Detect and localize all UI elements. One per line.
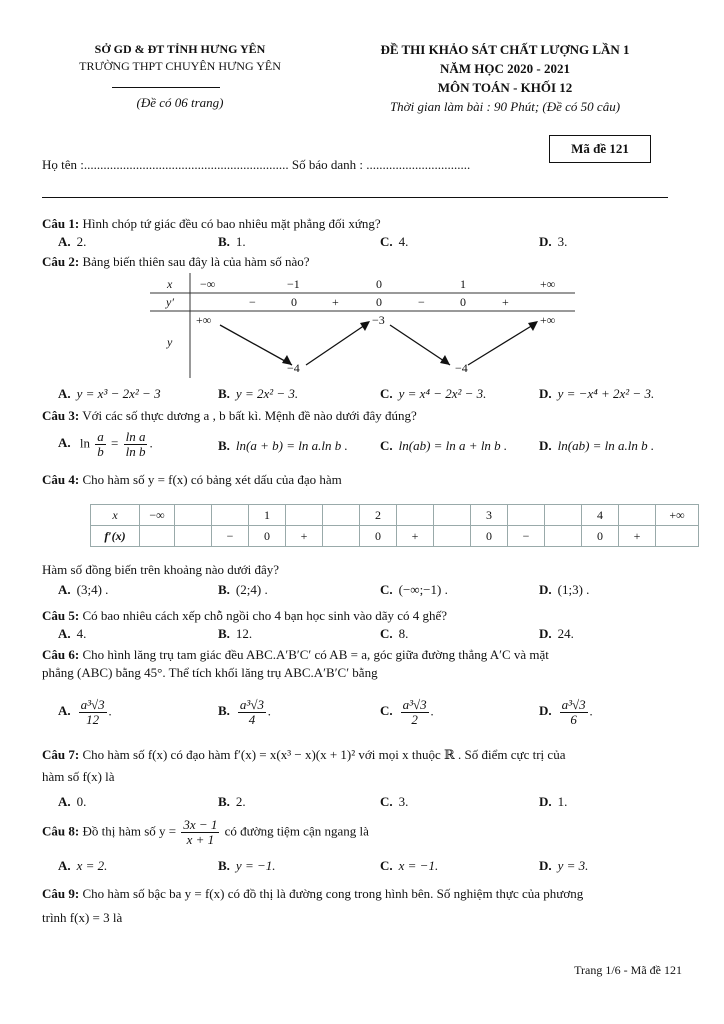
option-b[interactable]: B. 12. bbox=[218, 626, 253, 641]
page-footer: Trang 1/6 - Mã đề 121 bbox=[574, 963, 682, 977]
question-label: Câu 5: bbox=[42, 608, 80, 623]
question-2 bbox=[42, 253, 682, 271]
question-label: Câu 4: bbox=[42, 472, 80, 487]
option-c[interactable]: C. y = x⁴ − 2x² − 3. bbox=[380, 386, 487, 401]
vt-y-value: −4 bbox=[287, 361, 300, 375]
option-a[interactable]: A. $\frac{\text{a³√3}}{12}$ . bbox=[58, 697, 112, 727]
vt-yp-label: y′ bbox=[166, 295, 174, 309]
school-name: TRƯỜNG THPT CHUYÊN HƯNG YÊN bbox=[79, 59, 281, 73]
question-3-options bbox=[58, 430, 698, 466]
question-label: Câu 7: bbox=[42, 747, 80, 762]
option-b[interactable]: B. y = −1. bbox=[218, 858, 276, 873]
option-a[interactable]: A. 2. bbox=[58, 234, 87, 249]
option-d[interactable]: D. y = −x⁴ + 2x² − 3. bbox=[539, 386, 655, 401]
question-7 bbox=[42, 744, 682, 788]
question-text-cont: trình f(x) = 3 là bbox=[42, 910, 123, 925]
question-text: Với các số thực dương a , b bất kì. Mệnh đề nào dưới đây đúng? bbox=[82, 408, 417, 423]
sign-table-x-label: x bbox=[91, 505, 140, 526]
vt-y-label: y bbox=[167, 335, 173, 349]
header-separator bbox=[42, 197, 668, 198]
question-1-options bbox=[58, 234, 698, 252]
question-3 bbox=[42, 407, 682, 425]
question-label: Câu 8: bbox=[42, 823, 80, 839]
question-text-cont: có đường tiệm cận ngang là bbox=[224, 823, 369, 839]
option-a[interactable]: A. y = x³ − 2x² − 3 bbox=[58, 386, 161, 401]
question-text: Bảng biến thiên sau đây là của hàm số nào? bbox=[82, 254, 310, 269]
option-a[interactable]: A. (3;4) . bbox=[58, 582, 109, 597]
fraction: $\frac{3x - 1}{x + 1}$ bbox=[183, 817, 218, 847]
option-b[interactable]: B. y = 2x² − 3. bbox=[218, 386, 299, 401]
vt-sign: + bbox=[332, 295, 339, 309]
option-a[interactable]: A. 4. bbox=[58, 626, 87, 641]
option-c[interactable]: C. $\frac{\text{a³√3}}{2}$ . bbox=[380, 697, 434, 727]
option-c[interactable]: C. (−∞;−1) . bbox=[380, 582, 448, 597]
school-year: NĂM HỌC 2020 - 2021 bbox=[440, 61, 570, 76]
vt-x-value: 0 bbox=[376, 277, 382, 291]
option-d[interactable]: D. 1. bbox=[539, 794, 568, 809]
option-d[interactable]: D. (1;3) . bbox=[539, 582, 590, 597]
vt-sign: − bbox=[418, 295, 425, 309]
sign-table-fp-label: f′(x) bbox=[91, 526, 140, 547]
vt-x-value: +∞ bbox=[540, 277, 556, 291]
time-note: Thời gian làm bài : 90 Phút; (Đề có 50 câu) bbox=[389, 99, 621, 114]
question-text: Có bao nhiêu cách xếp chỗ ngồi cho 4 bạn học sinh vào dãy có 4 ghế? bbox=[82, 608, 448, 623]
option-c[interactable]: C. x = −1. bbox=[380, 858, 439, 873]
option-c[interactable]: C. 8. bbox=[380, 626, 409, 641]
option-d[interactable]: D. y = 3. bbox=[539, 858, 589, 873]
option-a[interactable]: A. 0. bbox=[58, 794, 87, 809]
option-c[interactable]: C. 3. bbox=[380, 794, 409, 809]
question-text: Hình chóp tứ giác đều có bao nhiêu mặt phẳng đối xứng? bbox=[82, 216, 381, 231]
question-4-followup: Hàm số đồng biến trên khoảng nào dưới đây? bbox=[42, 562, 280, 577]
question-text: Cho hàm số f(x) có đạo hàm f′(x) = x(x³ − x)(x + 1)² với mọi x thuộc ℝ . Số điểm cực trị của bbox=[82, 747, 566, 762]
option-b[interactable]: B. 1. bbox=[218, 234, 246, 249]
option-b[interactable]: B. $\frac{\text{a³√3}}{4}$ . bbox=[218, 697, 272, 727]
question-text: Đồ thị hàm số y = bbox=[82, 823, 177, 839]
question-label: Câu 9: bbox=[42, 886, 80, 901]
option-a[interactable]: A. x = 2. bbox=[58, 858, 108, 873]
option-d[interactable]: D. ln(ab) = ln a.ln b . bbox=[539, 438, 655, 453]
question-label: Câu 3: bbox=[42, 408, 80, 423]
option-b[interactable]: B. ln(a + b) = ln a.ln b . bbox=[218, 438, 348, 453]
exam-title: ĐỀ THI KHẢO SÁT CHẤT LƯỢNG LẦN 1 bbox=[380, 42, 630, 57]
option-c[interactable]: C. ln(ab) = ln a + ln b . bbox=[380, 438, 508, 453]
question-4-options bbox=[58, 582, 698, 600]
question-text: Cho hình lăng trụ tam giác đều ABC.A′B′C′ có AB = a, góc giữa đường thẳng A′C và mặt bbox=[82, 647, 549, 662]
vt-y-value: +∞ bbox=[196, 313, 212, 327]
question-7-options bbox=[58, 794, 698, 812]
vt-sign: 0 bbox=[460, 295, 466, 309]
vt-y-value: +∞ bbox=[540, 313, 556, 327]
vt-sign: 0 bbox=[291, 295, 297, 309]
question-2-options bbox=[58, 386, 698, 404]
question-4 bbox=[42, 471, 682, 489]
vt-x-value: 1 bbox=[460, 277, 466, 291]
question-6-options bbox=[58, 698, 698, 734]
vt-x-value: −1 bbox=[287, 277, 300, 291]
sign-table: x −∞ 1 2 3 4 +∞ f′(x) − 0 + 0 + 0 − 0 + bbox=[90, 504, 699, 547]
question-1 bbox=[42, 215, 682, 233]
option-d[interactable]: D. 3. bbox=[539, 234, 568, 249]
question-text: Cho hàm số y = f(x) có bảng xét dấu của đạo hàm bbox=[82, 472, 342, 487]
option-d[interactable]: D. 24. bbox=[539, 626, 574, 641]
question-label: Câu 2: bbox=[42, 254, 80, 269]
question-text-cont: hàm số f(x) là bbox=[42, 769, 115, 784]
question-5-options bbox=[58, 626, 698, 644]
vt-x-label: x bbox=[167, 277, 173, 291]
question-8-options bbox=[58, 858, 698, 876]
question-9 bbox=[42, 882, 682, 930]
question-text-cont: phẳng (ABC) bằng 45°. Thể tích khối lăng trụ ABC.A′B′C′ bằng bbox=[42, 665, 378, 680]
vt-sign: + bbox=[502, 295, 509, 309]
header-rule bbox=[112, 87, 220, 88]
variation-table bbox=[150, 273, 575, 378]
question-6 bbox=[42, 646, 682, 682]
subject-line: MÔN TOÁN - KHỐI 12 bbox=[437, 80, 573, 95]
exam-code-box: Mã đề 121 bbox=[549, 135, 651, 163]
question-label: Câu 6: bbox=[42, 647, 80, 662]
department-name: SỞ GD & ĐT TỈNH HƯNG YÊN bbox=[94, 42, 266, 56]
option-b[interactable]: B. (2;4) . bbox=[218, 582, 268, 597]
vt-sign: 0 bbox=[376, 295, 382, 309]
question-8 bbox=[42, 818, 682, 854]
candidate-name-line: Họ tên :............................................................... Số báo danh : ................................ bbox=[42, 157, 471, 172]
option-b[interactable]: B. 2. bbox=[218, 794, 246, 809]
page-count-note: (Đề có 06 trang) bbox=[136, 95, 224, 110]
question-text: Cho hàm số bậc ba y = f(x) có đồ thị là đường cong trong hình bên. Số nghiệm thực của phương bbox=[82, 886, 584, 901]
question-label: Câu 1: bbox=[42, 216, 80, 231]
option-a[interactable]: A. ln $\frac{a}{b}$ = $\frac{\text{ln a}}{\text{ln b}}$ . bbox=[58, 429, 153, 459]
vt-sign: − bbox=[249, 295, 256, 309]
vt-y-value: −4 bbox=[455, 361, 468, 375]
question-5 bbox=[42, 607, 682, 625]
vt-y-value: −3 bbox=[372, 313, 385, 327]
option-d[interactable]: D. $\frac{\text{a³√3}}{6}$ . bbox=[539, 697, 593, 727]
vt-x-value: −∞ bbox=[200, 277, 216, 291]
option-c[interactable]: C. 4. bbox=[380, 234, 409, 249]
